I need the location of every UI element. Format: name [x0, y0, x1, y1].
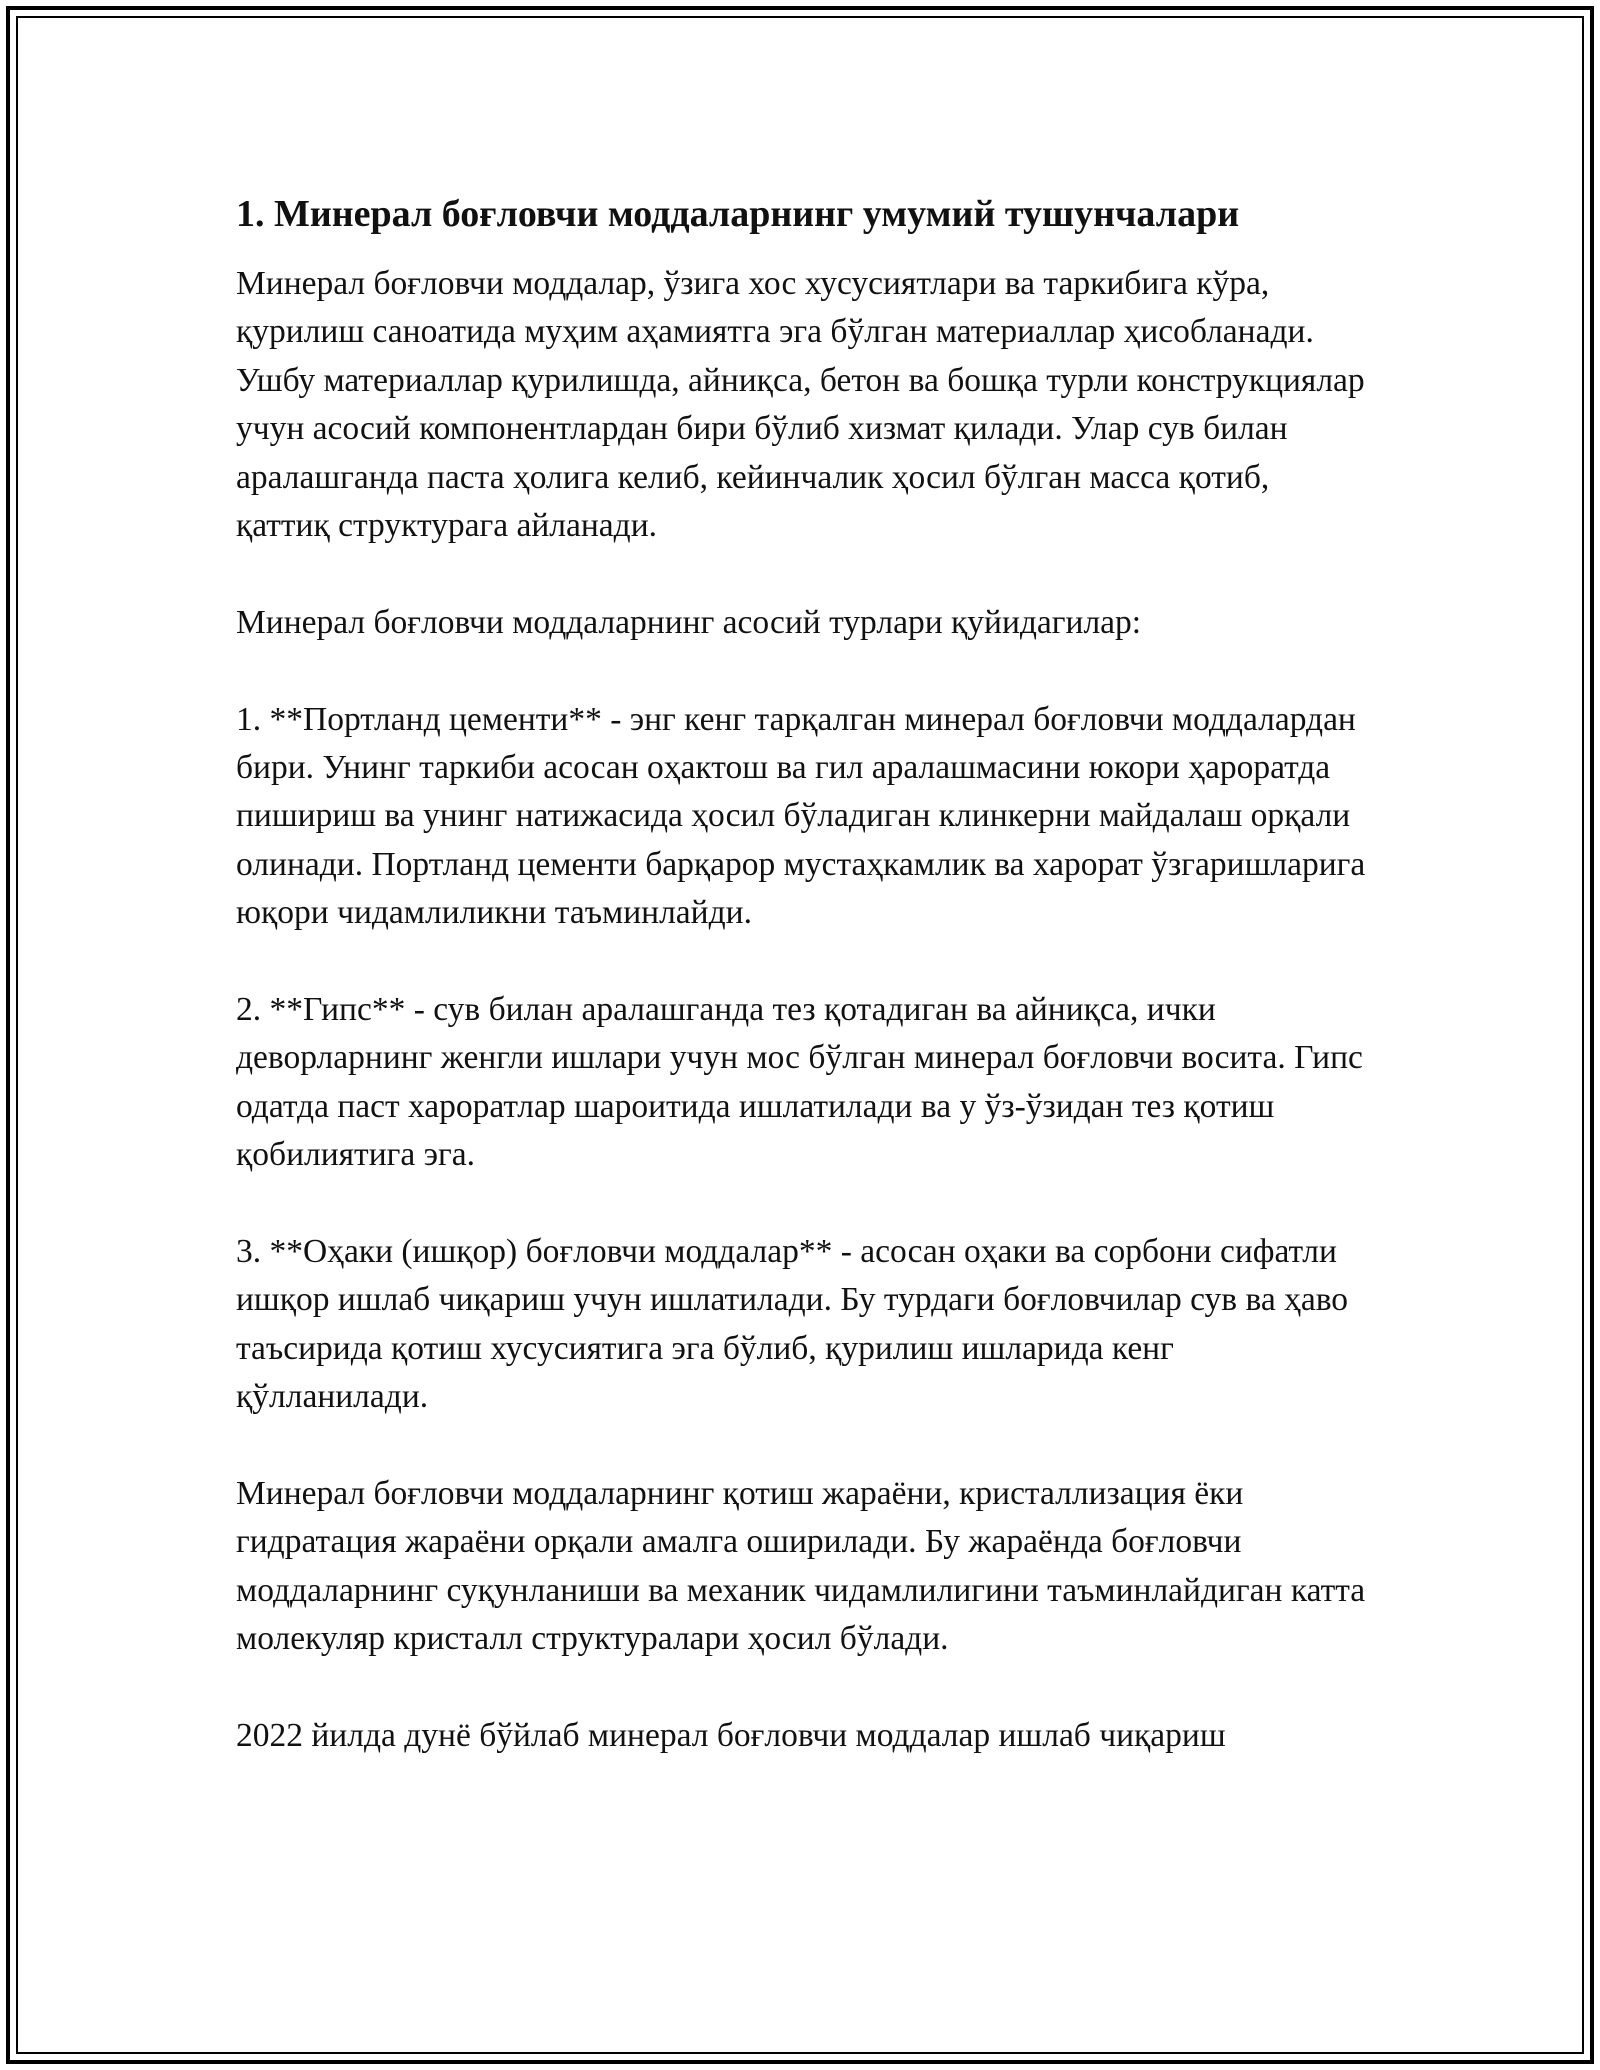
list-item-lime-binders: 3. **Оҳаки (ишқор) боғловчи моддалар** - асосан оҳаки ва сорбони сифатли ишқор ишлаб чиқариш учун ишлатилади. Бу турдаги боғловчилар сув ва ҳаво таъсирида қотиш хусусиятига эга бўлиб, қурилиш ишларида кенг қўлланилади. — [236, 1233, 1349, 1416]
paragraph-hardening-process: Минерал боғловчи моддаларнинг қотиш жараёни, кристаллизация ёки гидратация жараёни орқали амалга оширилади. Бу жараёнда боғловчи моддаларнинг суқунланиши ва механик чидамлилигини таъминлайдиган катта молекуляр кристалл структуралари ҳосил бўлади. — [236, 1475, 1366, 1658]
paragraph-types-lead: Минерал боғловчи моддаларнинг асосий турлари қуйидагилар: — [236, 603, 1142, 641]
paragraph-intro: Минерал боғловчи моддалар, ўзига хос хусусиятлари ва таркибига кўра, қурилиш саноатида муҳим аҳамиятга эга бўлган материаллар ҳисобланади. Ушбу материаллар қурилишда, айниқса, бетон ва бошқа турли конструкциялар учун асосий компонентлардан бири бўлиб хизмат қилади. Улар сув билан аралашганда паста ҳолига келиб, кейинчалик ҳосил бўлган масса қотиб, қаттиқ структурага айланади. — [236, 265, 1365, 545]
list-item-portland-cement: 1. **Портланд цементи** - энг кенг тарқалган минерал боғловчи моддалардан бири. Унинг таркиби асосан оҳактош ва гил аралашмасини юкори ҳароратда пишириш ва унинг натижасида ҳосил бўладиган клинкерни майдалаш орқали олинади. Портланд цементи барқарор мустаҳкамлик ва харорат ўзгаришларига юқори чидамлиликни таъминлайди. — [236, 700, 1366, 932]
paragraph-production-2022: 2022 йилда дунё бўйлаб минерал боғловчи моддалар ишлаб чиқариш — [236, 1717, 1226, 1755]
list-item-gypsum: 2. **Гипс** - сув билан аралашганда тез қотадиган ва айниқса, ички деворларнинг женгли ишлари учун мос бўлган минерал боғловчи восита. Гипс одатда паст хароратлар шароитида ишлатилади ва у ўз-ўзидан тез қотиш қобилиятига эга. — [236, 991, 1363, 1174]
document-body — [236, 188, 1366, 1761]
section-heading: 1. Минерал боғловчи моддаларнинг умумий тушунчалари — [236, 193, 1240, 235]
